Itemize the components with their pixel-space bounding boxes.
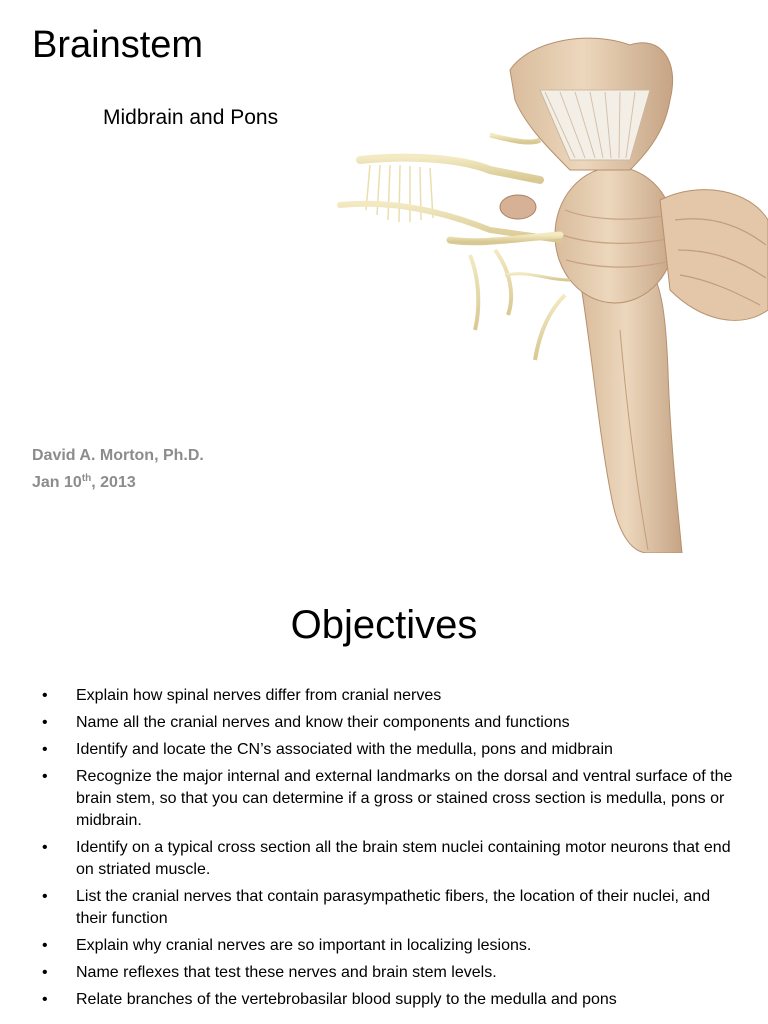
slide-title: Brainstem [32,24,204,66]
objective-item: • Recognize the major internal and external landmarks on the dorsal and ventral surface of the brain stem, so that you can determine if a gross or stained cross section is medulla, pons or midbrain. [42,768,733,829]
objective-item: • Relate branches of the vertebrobasilar blood supply to the medulla and pons [38,989,738,1011]
author-name: David A. Morton, Ph.D. [32,447,204,464]
bullet-icon: • [42,714,48,731]
objective-item: • Explain how spinal nerves differ from cranial nerves [38,685,738,707]
slide-subtitle: Midbrain and Pons [103,106,279,129]
pons-shape [555,167,675,303]
bullet-icon: • [42,839,48,856]
bullet-icon: • [42,964,48,981]
bullet-icon: • [42,991,48,1008]
medulla-shape [580,270,682,553]
objectives-list [38,685,738,1016]
bullet-icon: • [42,687,48,704]
bullet-icon: • [42,937,48,954]
objectives-title: Objectives [290,603,478,647]
bullet-icon: • [42,741,48,758]
brainstem-illustration [330,30,768,553]
objective-item: • Name all the cranial nerves and know their components and functions [38,712,738,734]
presentation-date: Jan 10th, 2013 [32,473,136,491]
bullet-icon: • [42,888,48,905]
objective-item: • Explain why cranial nerves are so important in localizing lesions. [38,935,738,957]
objectives-slide [0,575,768,1024]
olfactory-nerve [360,158,540,180]
slide-gap [0,553,768,575]
objective-item: • Name reflexes that test these nerves and brain stem levels. [38,962,738,984]
objective-item: • Identify on a typical cross section all the brain stem nuclei containing motor neurons that end on striated muscle. [42,839,731,878]
bullet-icon: • [42,768,48,785]
objective-item: • List the cranial nerves that contain parasympathetic fibers, the location of their nuclei, and their function [42,888,711,927]
objective-item: • Identify and locate the CN’s associated with the medulla, pons and midbrain [38,739,738,761]
